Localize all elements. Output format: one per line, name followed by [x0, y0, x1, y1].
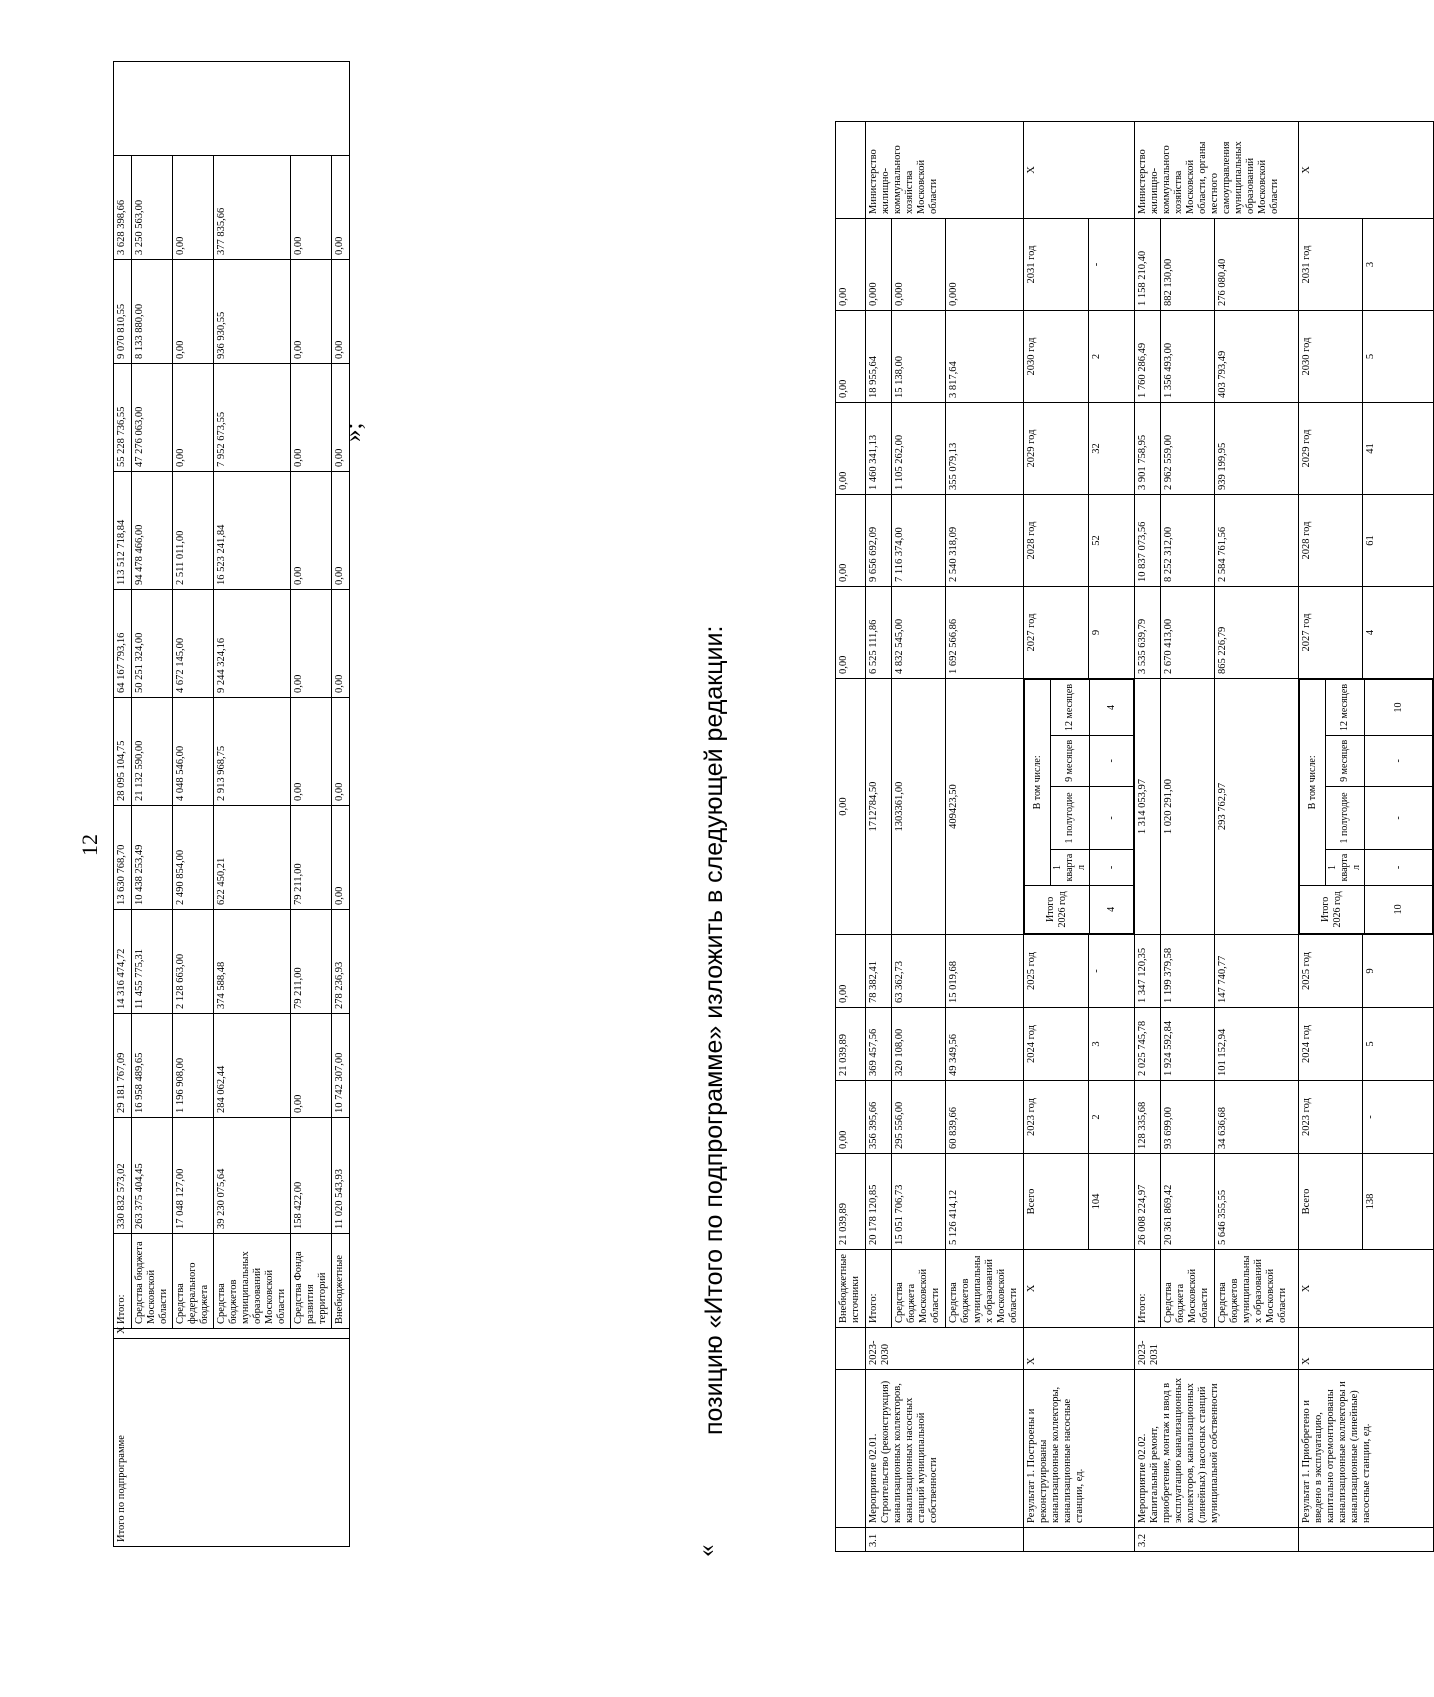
subprogram-label: Итого по подпрограмме — [114, 1339, 350, 1547]
responsible: Министерство жилищно-коммунального хозяйства Московской области — [866, 122, 1024, 219]
result-name: Результат 1. Приобретено и введено в эксплуатацию, капитально отремонтированы канализационные коллекторы и канализационные (линейные) насосные станции, ед. — [1299, 1370, 1434, 1528]
table-row: Средства бюджетов муниципальных образований Московской области 5 126 414,12 60 839,66 49 349,56 15 019,68 409423,50 1 692 566,86 2 540 318,09 355 079,13 3 817,64 0,000 — [946, 122, 1024, 1552]
table-row: Внебюджетные источники 21 039,89 0,00 21 039,89 0,00 0,00 0,00 0,00 0,00 0,00 0,00 — [836, 122, 866, 1552]
table-row: Итого по подпрограмме X Итого: 330 832 573,02 29 181 767,09 14 316 474,72 13 630 768,70 28 095 104,75 64 167 793,16 113 512 718,84 55 228 736,55 9 070 810,55 3 628 398,66 — [114, 62, 132, 1547]
table-row: Результат 1. Построены и реконструированы канализационные коллекторы, канализационные насосные станции, ед. X X Всего 2023 год 2024 год 2025 год Итого 2026 год В том числе: 1 квартал 1 полугодие 9 месяцев 12 месяцев 4 - - - 4 2027 год 2028 год 2029 год 2030 год 2031 год X — [1024, 122, 1089, 1552]
measures-table — [835, 121, 1434, 1552]
quarter-breakdown: Итого 2026 год В том числе: 1 квартал 1 полугодие 9 месяцев 12 месяцев 10 - - - 10 — [1299, 679, 1433, 934]
table-row: Средства Фонда развития территорий 158 422,00 0,00 79 211,00 79 211,00 0,00 0,00 0,00 0,00 0,00 0,00 — [291, 62, 332, 1547]
table-row: Результат 1. Приобретено и введено в эксплуатацию, капитально отремонтированы канализационные коллекторы и канализационные (линейные) насосные станции, ед. X X Всего 2023 год 2024 год 2025 год Итого 2026 год В том числе: 1 квартал 1 полугодие 9 месяцев 12 месяцев 10 - - - 10 2027 год 2028 год 2029 год 2030 год 2031 год X — [1299, 122, 1363, 1552]
result-name: Результат 1. Построены и реконструированы канализационные коллекторы, канализационные насосные станции, ед. — [1024, 1370, 1135, 1528]
measure-name: Мероприятие 02.01. Строительство (реконструкция) канализационных коллекторов, канализационных насосных станций муниципальной собственности — [866, 1370, 1024, 1528]
measure-name: Мероприятие 02.02. Капитальный ремонт, приобретение, монтаж и ввод в эксплуатацию канализационных коллекторов, канализационных (линейных) насосных станций муниципальной собственности — [1135, 1370, 1299, 1528]
table-row: Средства бюджета Московской области 263 375 404,45 16 958 489,65 11 455 775,31 10 438 253,49 21 132 590,00 50 251 324,00 94 478 466,00 47 276 063,00 8 133 880,00 3 250 563,00 — [132, 62, 173, 1547]
opening-quote: « — [693, 1544, 720, 1557]
table-row: Средства бюджета Московской области 15 051 706,73 295 556,00 320 108,00 63 362,73 1303361,00 4 832 545,00 7 116 374,00 1 105 262,00 15 138,00 0,000 — [892, 122, 946, 1552]
table-row: Средства бюджетов муниципальных образований Московской области 5 646 355,55 34 636,68 101 152,94 147 740,77 293 762,97 865 226,79 2 584 761,56 939 199,95 403 793,49 276 080,40 — [1215, 122, 1299, 1552]
table-row: Средства федерального бюджета 17 048 127,00 1 196 908,00 2 128 663,00 2 490 854,00 4 048 546,00 4 672 145,00 2 511 011,00 0,00 0,00 0,00 — [173, 62, 214, 1547]
table-row: 138 - 5 9 4 61 41 5 3 — [1363, 122, 1434, 1552]
table-row: Средства бюджетов муниципальных образований Московской области 39 230 075,64 284 062,44 374 588,48 622 450,21 2 913 968,75 9 244 324,16 16 523 241,84 7 952 673,55 936 930,55 377 835,66 — [214, 62, 291, 1547]
page-number: 12 — [77, 834, 102, 856]
table-row: Внебюджетные 11 020 543,93 10 742 307,00 278 236,93 0,00 0,00 0,00 0,00 0,00 0,00 0,00 — [332, 62, 350, 1547]
closing-quote: »; — [340, 422, 367, 442]
table-row: 104 2 3 - 9 52 32 2 - — [1088, 122, 1134, 1552]
table-row: 3.1 Мероприятие 02.01. Строительство (реконструкция) канализационных коллекторов, канализационных насосных станций муниципальной собственности 2023-2030 Итого: 20 178 120,85 356 395,66 369 457,56 78 382,41 1712784,50 6 525 111,86 9 656 692,09 1 460 341,13 18 955,64 0,000 Министерство жилищно-коммунального хозяйства Московской области — [866, 122, 892, 1552]
table-row: 3.2 Мероприятие 02.02. Капитальный ремонт, приобретение, монтаж и ввод в эксплуатацию канализационных коллекторов, канализационных (линейных) насосных станций муниципальной собственности 2023-2031 Итого: 26 008 224,97 128 335,68 2 025 745,78 1 347 120,35 1 314 053,97 3 535 639,79 10 837 073,56 3 901 758,95 1 760 286,49 1 158 210,40 Министерство жилищно-коммунального хозяйства Московской области, органы местного самоуправления муниципальных образований Московской области — [1135, 122, 1161, 1552]
amendment-caption: позицию «Итого по подпрограмме» изложить в следующей редакции: — [700, 625, 728, 1435]
table-row: Средства бюджета Московской области 20 361 869,42 93 699,00 1 924 592,84 1 199 379,58 1 020 291,00 2 670 413,00 8 252 312,00 2 962 559,00 1 356 493,00 882 130,00 — [1161, 122, 1215, 1552]
subprogram-total-table — [113, 61, 350, 1547]
quarter-breakdown: Итого 2026 год В том числе: 1 квартал 1 полугодие 9 месяцев 12 месяцев 4 - - - 4 — [1024, 679, 1134, 934]
responsible: Министерство жилищно-коммунального хозяйства Московской области, органы местного самоуправления муниципальных образований Московской области — [1135, 122, 1299, 219]
